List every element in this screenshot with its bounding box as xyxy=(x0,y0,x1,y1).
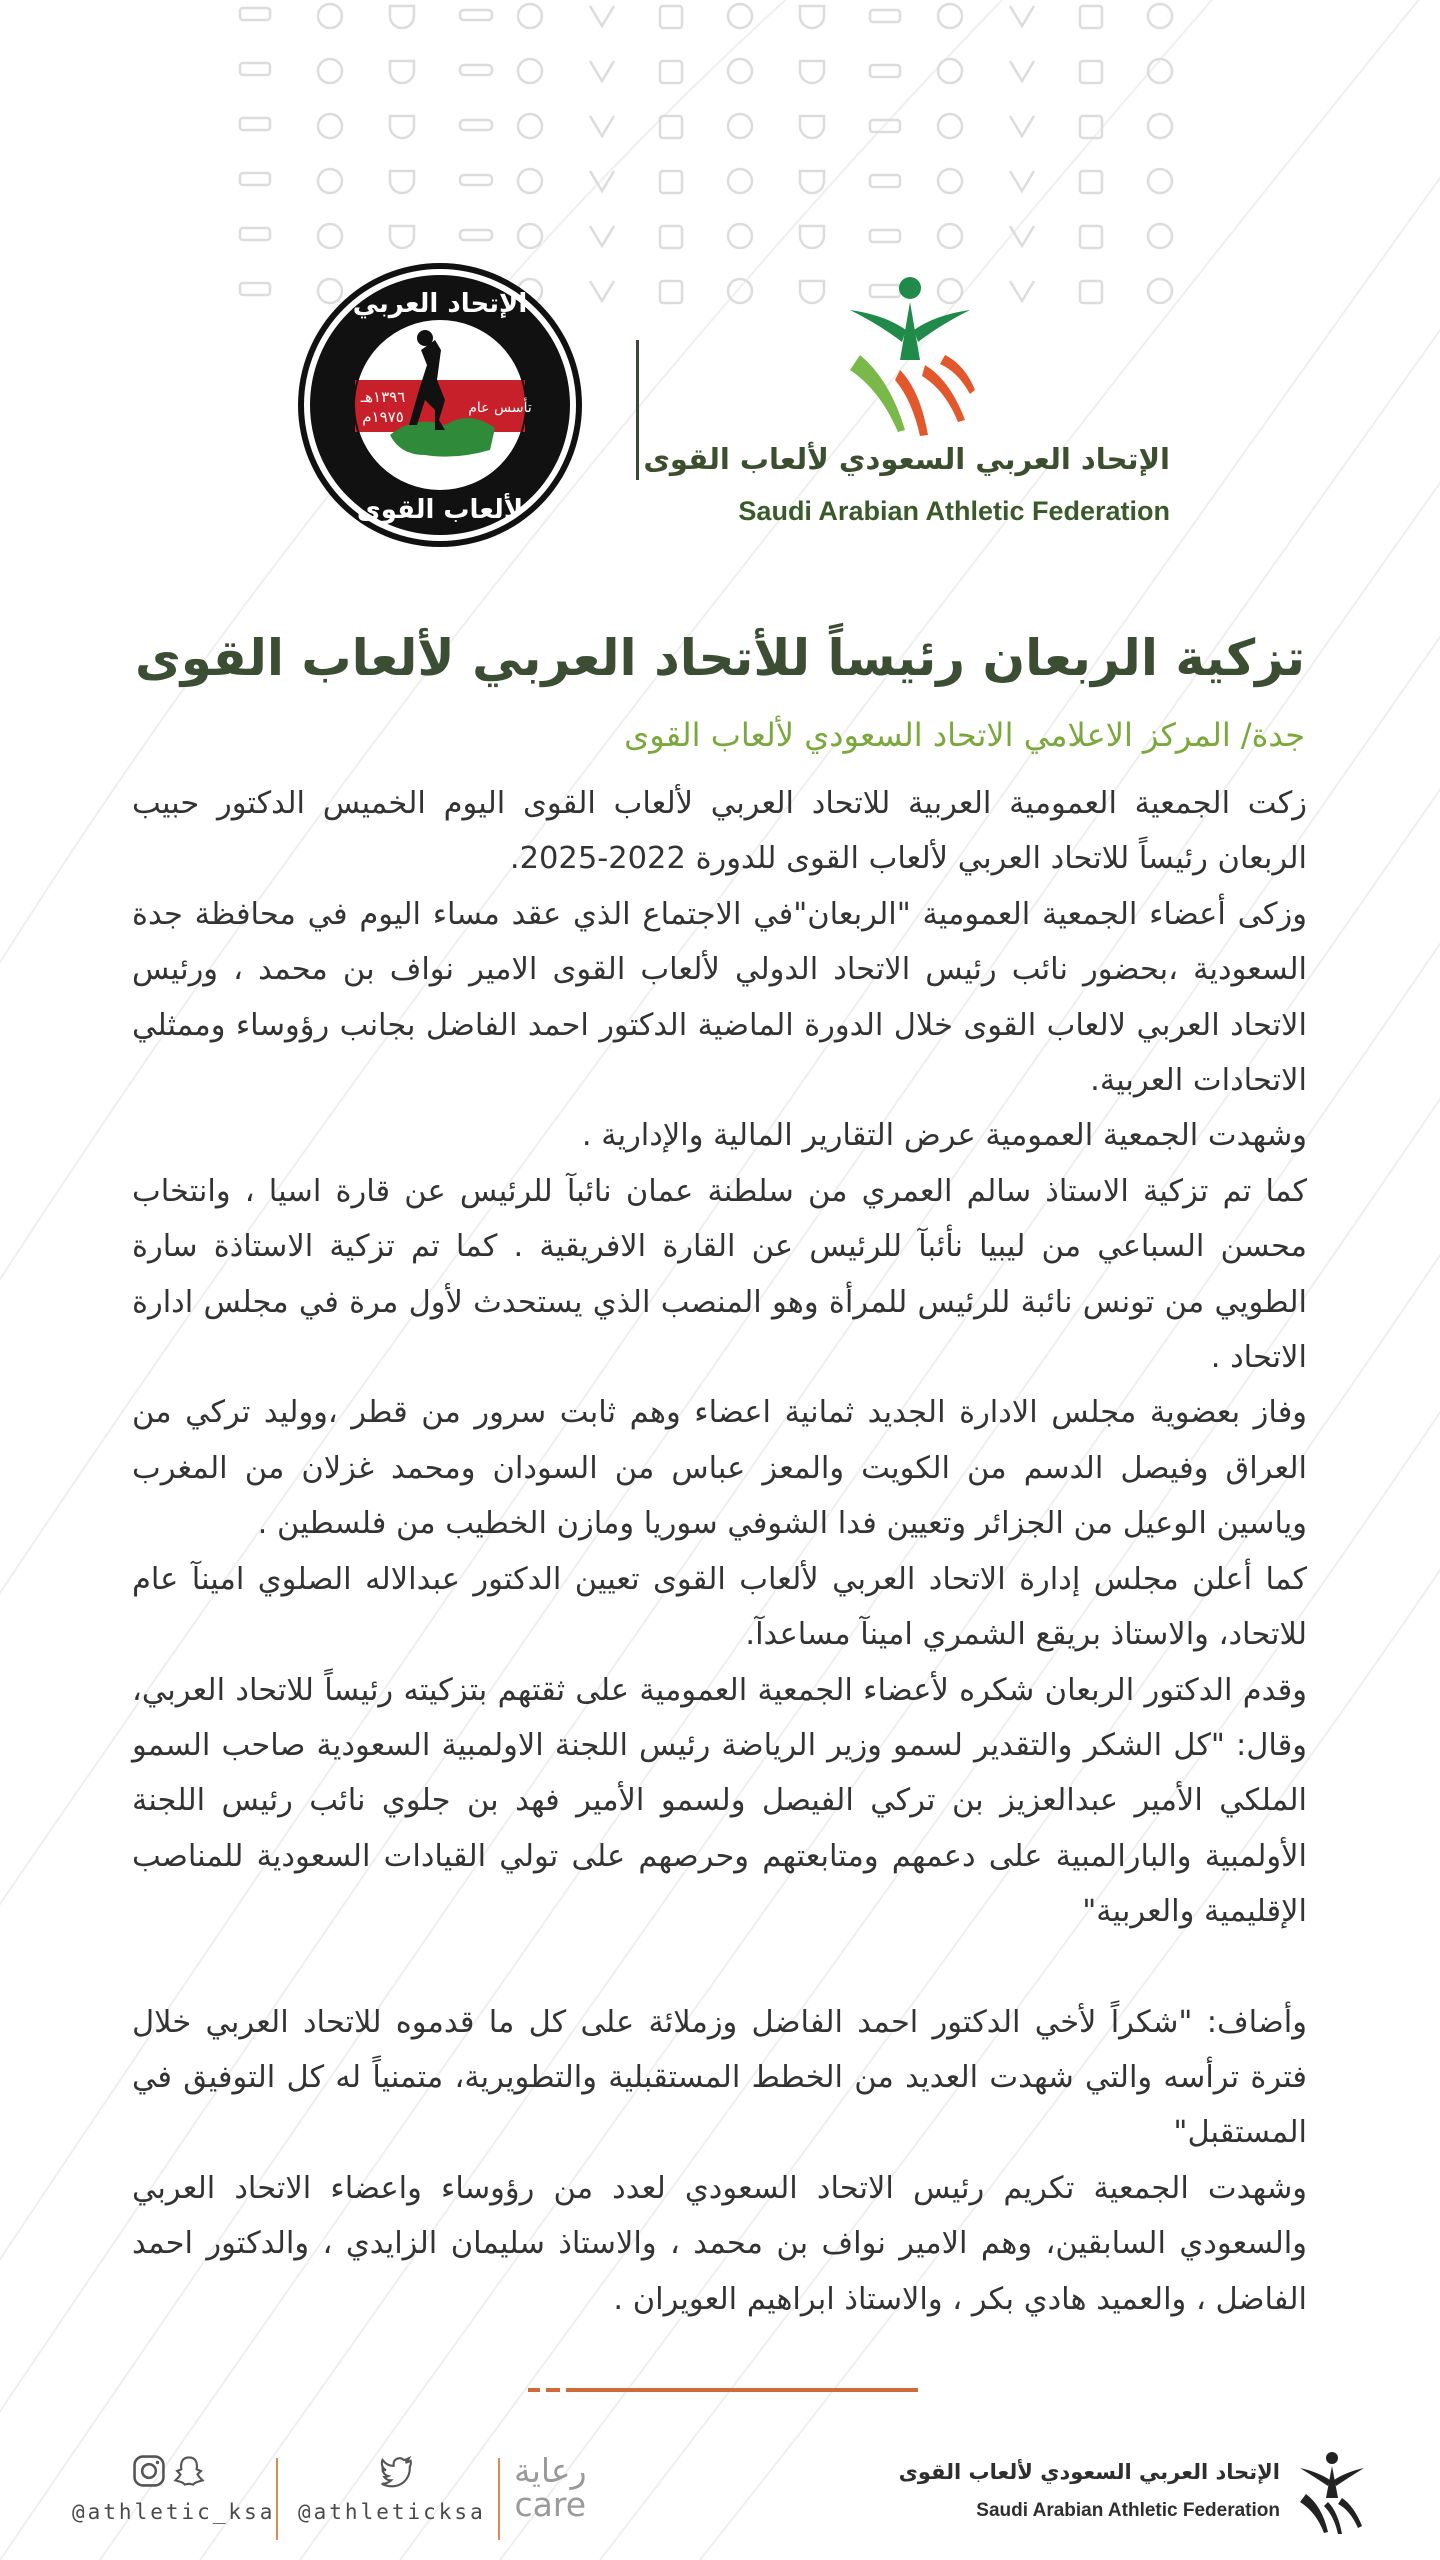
paragraph: زكت الجمعية العمومية العربية للاتحاد العربي لألعاب القوى اليوم الخميس الدكتور حبيب الربعان رئيساً للاتحاد العربي لألعاب القوى للدورة 2022-2025. xyxy=(132,786,1307,877)
care-ar: رعاية xyxy=(514,2451,587,2490)
paragraph: وأضاف: "شكراً لأخي الدكتور احمد الفاضل وزملائة على كل ما قدموه للاتحاد العربي خلال فترة ترأسه والتي شهدت العديد من الخطط المستقبلية والتطويرية، متمنياً له كل التوفيق في المستقبل" xyxy=(132,2004,1307,2151)
instagram-icon[interactable] xyxy=(132,2454,166,2488)
article-title: تزكية الربعان رئيساً للأتحاد العربي لألعاب القوى xyxy=(134,628,1306,687)
footer-divider xyxy=(276,2458,278,2540)
footer-federation-name-ar: الإتحاد العربي السعودي لألعاب القوى xyxy=(898,2460,1280,2484)
twitter-icon[interactable] xyxy=(378,2454,416,2488)
arab-logo-top-text: الإتحاد العربي xyxy=(352,289,528,319)
footer-federation-name-en: Saudi Arabian Athletic Federation xyxy=(976,2500,1280,2521)
arab-logo-bottom-text: لألعاب القوى xyxy=(356,495,524,525)
accent-divider-long xyxy=(566,2388,918,2392)
logo-divider xyxy=(636,340,639,480)
instagram-handle[interactable]: @athletic_ksa xyxy=(72,2500,276,2524)
accent-divider-dash xyxy=(546,2388,560,2392)
saudi-federation-name-en: Saudi Arabian Athletic Federation xyxy=(738,496,1170,526)
paragraph: وفاز بعضوية مجلس الادارة الجديد ثمانية اعضاء وهم ثابت سرور من قطر ،ووليد تركي من العراق وفيصل الدسم من الكويت والمعز عباس من السودان ومحمد غزلان من المغرب وياسين الوعيل من الجزائر وتعيين فدا الشوفي سوريا ومازن الخطيب من فلسطين . xyxy=(132,1395,1307,1542)
footer-divider xyxy=(498,2458,500,2540)
arab-athletics-union-logo xyxy=(295,260,585,550)
paragraph: كما أعلن مجلس إدارة الاتحاد العربي لألعاب القوى تعيين الدكتور عبدالاله الصلوي امينآ عام للاتحاد، والاستاذ بريقع الشمري امينآ مساعدآ. xyxy=(132,1561,1307,1653)
header xyxy=(0,250,1440,570)
paragraph: كما تم تزكية الاستاذ سالم العمري من سلطنة عمان نائبآ للرئيس عن قارة اسيا ، وانتخاب محسن السباعي من ليبيا نأئبآ للرئيس عن القارة الافريقية . كما تم تزكية الاستاذة سارة الطويي من تونس نائبة للرئيس للمرأة وهو المنصب الذي يستحدث لأول مرة في مجلس ادارة الاتحاد . xyxy=(132,1173,1307,1376)
care-logo xyxy=(514,2451,587,2524)
accent-divider-short xyxy=(528,2388,540,2392)
paragraph: وشهدت الجمعية العمومية عرض التقارير المالية والإدارية . xyxy=(581,1118,1307,1154)
twitter-handle[interactable]: @athleticksa xyxy=(298,2500,486,2524)
footer-federation-emblem xyxy=(1296,2448,1368,2536)
snapchat-icon[interactable] xyxy=(172,2454,206,2488)
paragraph: وشهدت الجمعية تكريم رئيس الاتحاد السعودي لعدد من رؤوساء واعضاء الاتحاد العربي والسعودي السابقين، وهم الامير نواف بن محمد ، والاستاذ سليمان الزايدي ، والدكتور احمد الفاضل ، والعميد هادي بكر ، والاستاذ ابراهيم العويران . xyxy=(132,2170,1307,2317)
saudi-federation-logo xyxy=(643,270,1180,540)
article-dateline: جدة/ المركز الاعلامي الاتحاد السعودي لألعاب القوى xyxy=(624,716,1305,754)
footer xyxy=(0,2440,1440,2560)
arab-logo-founded: تأسس عام xyxy=(468,400,532,416)
arab-logo-year-hijri: ١٣٩٦هـ xyxy=(360,388,406,406)
article-body xyxy=(132,776,1307,2327)
federation-emblem xyxy=(840,270,980,440)
care-en: care xyxy=(514,2485,587,2524)
arab-logo-year-greg: ١٩٧٥م xyxy=(362,408,404,426)
paragraph: وقدم الدكتور الربعان شكره لأعضاء الجمعية العمومية على ثقتهم بتزكيته رئيساً للاتحاد العربي، وقال: "كل الشكر والتقدير لسمو وزير الرياضة رئيس اللجنة الاولمبية السعودية صاحب السمو الملكي الأمير عبدالعزيز بن تركي الفيصل ولسمو الأمير فهد بن جلوي نائب رئيس اللجنة الأولمبية والبارالمبية على دعمهم ومتابعتهم وحرصهم على تولي القيادات السعودية للمناصب الإقليمية والعربية" xyxy=(132,1672,1307,1930)
paragraph: وزكى أعضاء الجمعية العمومية "الربعان"في الاجتماع الذي عقد مساء اليوم في محافظة جدة السعودية ،بحضور نائب رئيس الاتحاد الدولي لألعاب القوى الامير نواف بن محمد ، ورئيس الاتحاد العربي لالعاب القوى خلال الدورة الماضية الدكتور احمد الفاضل بجانب رؤوساء وممثلي الاتحادات العربية. xyxy=(132,896,1307,1099)
saudi-federation-name-ar: الإتحاد العربي السعودي لألعاب القوى xyxy=(643,442,1170,476)
